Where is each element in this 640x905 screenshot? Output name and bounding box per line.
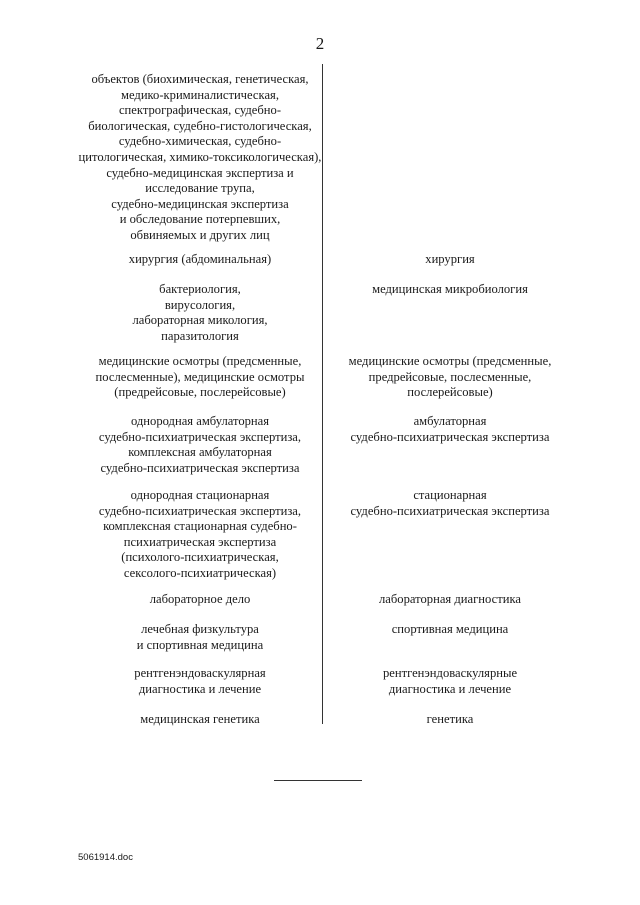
new-name-cell: хирургия — [425, 252, 475, 266]
new-name-cell: стационарная судебно-психиатрическая экспертиза — [350, 488, 550, 518]
old-name-cell: медицинские осмотры (предсменные, послесменные), медицинские осмотры (предрейсовые, послерейсовые) — [95, 354, 305, 400]
new-name-cell: медицинские осмотры (предсменные, предрейсовые, послесменные, послерейсовые) — [348, 354, 552, 400]
new-name-cell: спортивная медицина — [391, 622, 509, 636]
old-name-cell: однородная стационарная судебно-психиатрическая экспертиза, комплексная стационарная судебно- психиатрическая экспертиза (психолого-психиатрическая, сексолого-психиатрическая) — [98, 488, 302, 580]
old-name-cell: объектов (биохимическая, генетическая, медико-криминалистическая, спектрографическая, судебно- биологическая, судебно-гистологическая, судебно-химическая, судебно- цитологическая, химико-токсикологическая), судебно-медицинская экспертиза и исследование трупа, судебно-медицинская экспертиза и обследование потерпевших, обвиняемых и других лиц — [78, 72, 322, 242]
new-name-cell: лабораторная диагностика — [379, 592, 521, 606]
end-of-document-line — [274, 780, 362, 781]
new-name-cell: медицинская микробиология — [372, 282, 528, 296]
old-name-cell: рентгенэндоваскулярная диагностика и лечение — [134, 666, 266, 696]
page-number: 2 — [315, 34, 325, 53]
old-name-cell: лечебная физкультура и спортивная медицина — [136, 622, 264, 652]
new-name-cell: амбулаторная судебно-психиатрическая экспертиза — [350, 414, 550, 444]
new-name-cell: генетика — [426, 712, 474, 726]
old-name-cell: лабораторное дело — [149, 592, 251, 606]
old-name-cell: однородная амбулаторная судебно-психиатрическая экспертиза, комплексная амбулаторная судебно-психиатрическая экспертиза — [98, 414, 302, 475]
old-name-cell: бактериология, вирусология, лабораторная микология, паразитология — [132, 282, 268, 343]
old-name-cell: хирургия (абдоминальная) — [128, 252, 272, 266]
document-code: 5061914.doc — [78, 852, 133, 863]
new-name-cell: рентгенэндоваскулярные диагностика и лечение — [382, 666, 518, 696]
old-name-cell: медицинская генетика — [140, 712, 260, 726]
